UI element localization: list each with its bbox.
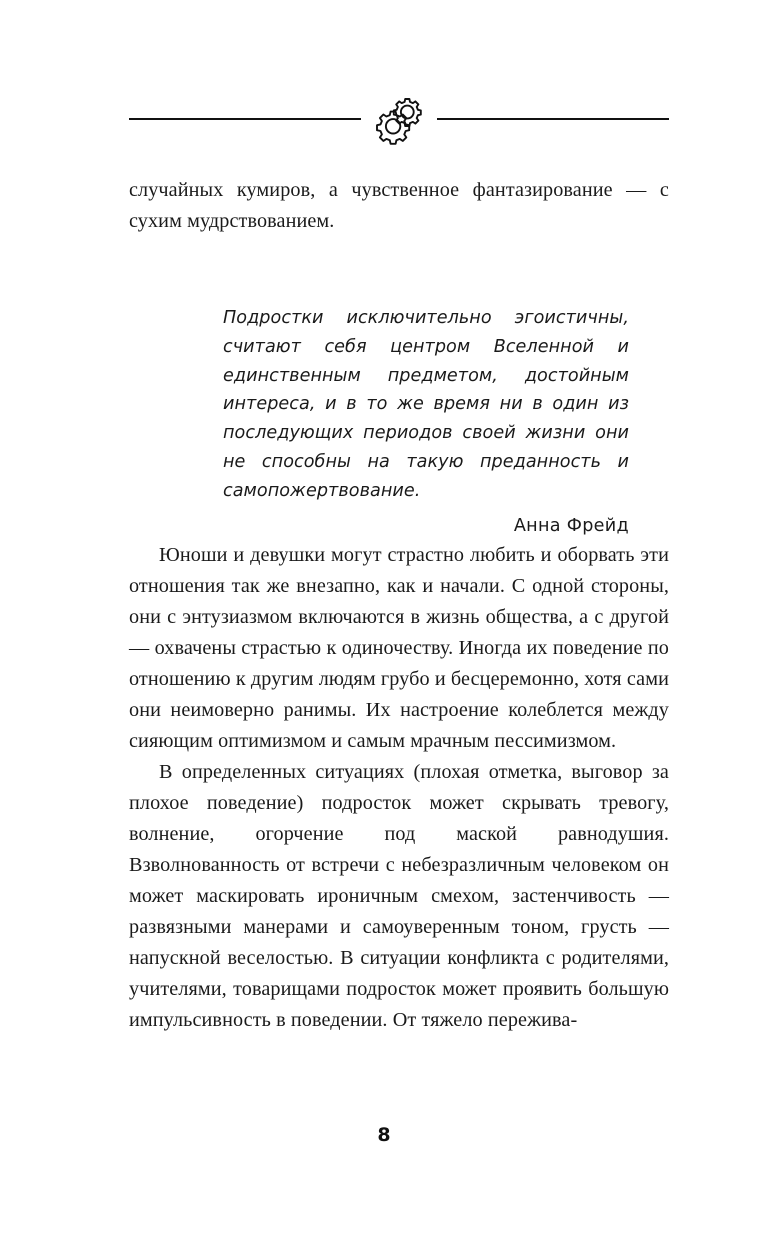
text-column [129,175,669,1036]
pull-quote-text: Подростки исключительно эгоистичны, считают себя центром Вселенной и единственным предметом, достойным интереса, и в то же время ни в один из последующих периодов своей жизни они не способны на такую преданность и самопожертвование. [223,308,629,501]
opening-fragment: случайных кумиров, а чувственное фантазирование — с сухим мудрствованием. [129,179,669,232]
pull-quote-author: Анна Фрейд [513,515,629,536]
page-number: 8 [377,1124,391,1146]
body-paragraph-2: В определенных ситуациях (плохая отметка, выговор за плохое поведение) подросток может скрывать тревогу, волнение, огорчение под маской равнодушия. Взволнованность от встречи с небезразличным человеком он может маскировать ироничным смехом, застенчивость — развязными манерами и самоуверенным тоном, грусть — напускной веселостью. В ситуации конфликта с родителями, учителями, товарищами подросток может проявить большую импульсивность в поведении. От тяжело пережива- [129,760,669,1031]
header-rule-right [437,118,669,120]
header-ornament [129,92,669,146]
body-paragraph-1: Юноши и девушки могут страстно любить и оборвать эти отношения так же внезапно, как и начали. С одной стороны, они с энтузиазмом включаются в жизнь общества, а с другой — охвачены страстью к одиночеству. Иногда их поведение по отношению к другим людям грубо и бесцеремонно, хотя сами они неимоверно ранимы. Их настроение колеблется между сияющим оптимизмом и самым мрачным пессимизмом. [129,543,669,752]
pull-quote [169,304,629,540]
gears-icon [375,93,423,145]
header-rule-left [129,118,361,120]
